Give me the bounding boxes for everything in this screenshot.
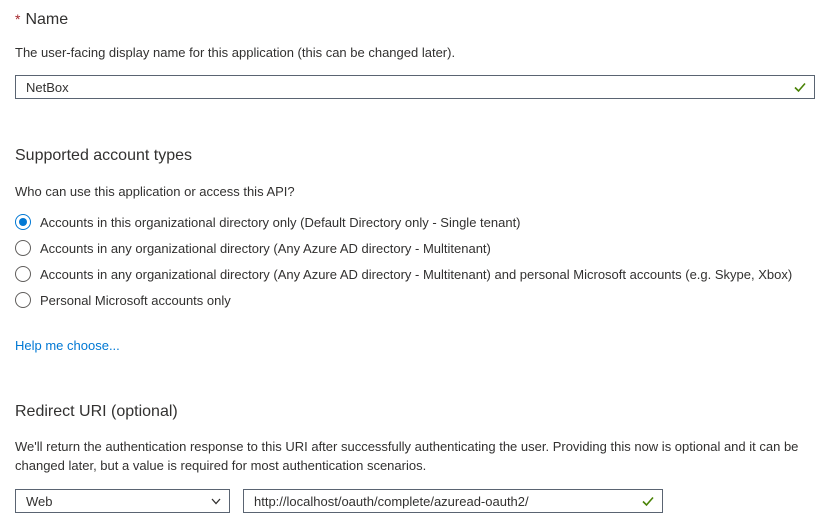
radio-option-multitenant[interactable] xyxy=(15,238,815,258)
radio-button-icon[interactable] xyxy=(15,240,31,256)
account-types-radio-group xyxy=(15,212,815,310)
radio-option-single-tenant[interactable] xyxy=(15,212,815,232)
platform-select-value: Web xyxy=(26,493,53,509)
radio-button-icon[interactable] xyxy=(15,214,31,230)
required-asterisk: * xyxy=(15,11,21,27)
redirect-uri-row xyxy=(15,489,815,513)
radio-option-multitenant-personal[interactable] xyxy=(15,264,815,284)
radio-button-icon[interactable] xyxy=(15,266,31,282)
radio-option-label: Personal Microsoft accounts only xyxy=(40,292,231,308)
supported-account-types-title: Supported account types xyxy=(15,147,193,164)
platform-select[interactable] xyxy=(15,489,230,513)
redirect-uri-input-container xyxy=(243,489,663,513)
redirect-uri-description: We'll return the authentication response to this URI after successfully authenticating the user. Providing this now is optional and it can be changed later, but a value is required for most authentication scenarios. xyxy=(15,439,799,473)
account-types-question: Who can use this application or access this API? xyxy=(15,184,295,199)
radio-option-label: Accounts in any organizational directory (Any Azure AD directory - Multitenant) and personal Microsoft accounts (e.g. Skype, Xbox) xyxy=(40,266,793,282)
radio-button-icon[interactable] xyxy=(15,292,31,308)
name-field-label xyxy=(15,8,815,31)
name-label-text: Name xyxy=(25,11,69,28)
help-me-choose-link[interactable]: Help me choose... xyxy=(15,338,120,353)
redirect-uri-input[interactable] xyxy=(243,489,663,513)
radio-option-label: Accounts in this organizational directory only (Default Directory only - Single tenant) xyxy=(40,214,521,230)
radio-option-personal-only[interactable] xyxy=(15,290,815,310)
name-input[interactable] xyxy=(15,75,815,99)
redirect-uri-title: Redirect URI (optional) xyxy=(15,403,178,420)
name-field-description: The user-facing display name for this application (this can be changed later). xyxy=(15,45,456,60)
radio-option-label: Accounts in any organizational directory (Any Azure AD directory - Multitenant) xyxy=(40,240,491,256)
platform-select-container xyxy=(15,489,230,513)
name-input-container xyxy=(15,75,815,99)
